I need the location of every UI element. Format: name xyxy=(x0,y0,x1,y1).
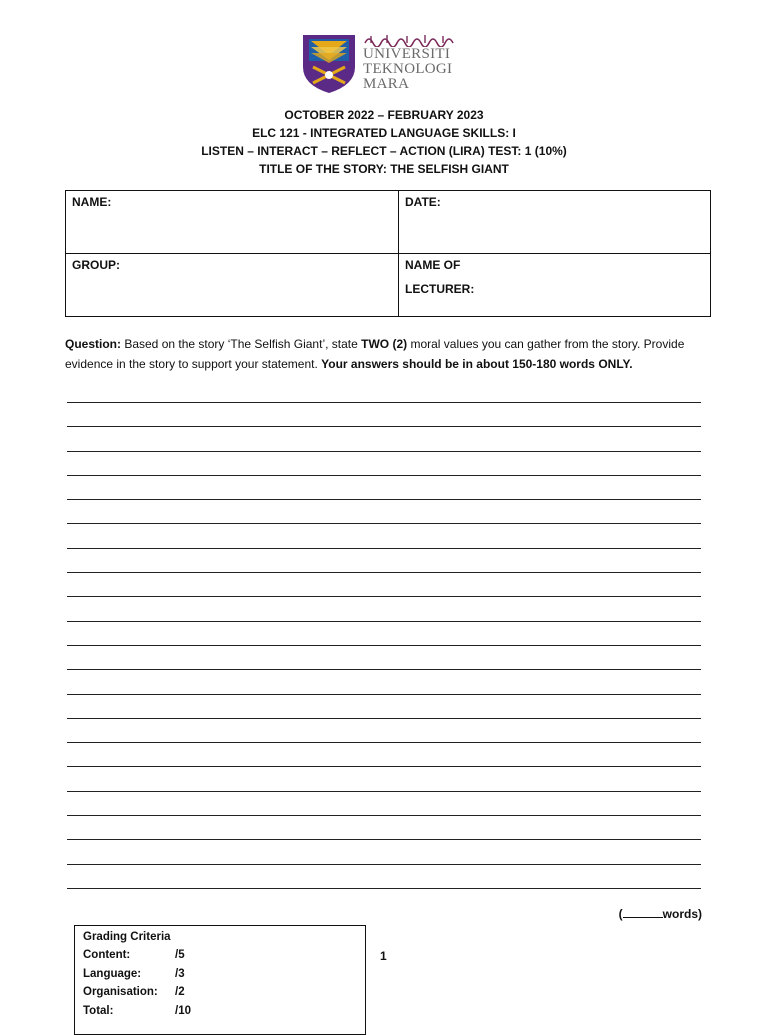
lecturer-label-line-1: NAME OF xyxy=(405,258,461,272)
question-text xyxy=(65,334,715,374)
grading-row xyxy=(83,1002,357,1021)
answer-line[interactable] xyxy=(67,792,701,816)
word-count-blank[interactable] xyxy=(623,906,663,918)
answer-line[interactable] xyxy=(67,816,701,840)
answer-line[interactable] xyxy=(67,695,701,719)
answer-line[interactable] xyxy=(67,597,701,621)
lecturer-field[interactable] xyxy=(399,254,711,317)
word-count-label: words) xyxy=(662,907,702,921)
document-heading xyxy=(0,106,768,178)
grading-title: Grading Criteria xyxy=(83,931,171,943)
question-emphasis-a: TWO (2) xyxy=(361,337,408,351)
answer-line[interactable] xyxy=(67,500,701,524)
heading-course: ELC 121 - INTEGRATED LANGUAGE SKILLS: I xyxy=(252,126,516,140)
grading-row xyxy=(83,983,357,1002)
grading-label: Total: xyxy=(83,1004,114,1017)
name-label: NAME: xyxy=(72,195,112,209)
heading-test: LISTEN – INTERACT – REFLECT – ACTION (LIRA) TEST: 1 (10%) xyxy=(201,144,567,158)
answer-line[interactable] xyxy=(67,476,701,500)
grading-label: Content: xyxy=(83,949,131,961)
answer-line[interactable] xyxy=(67,646,701,670)
name-field[interactable] xyxy=(66,191,399,254)
date-label: DATE: xyxy=(405,195,441,209)
heading-semester: OCTOBER 2022 – FEBRUARY 2023 xyxy=(284,108,484,122)
word-count-open: ( xyxy=(618,907,623,921)
university-name-line-1: UNIVERSITI xyxy=(363,46,451,62)
question-part-b: moral values you can gather from the story. Provide evidence in the story to support your statement. xyxy=(65,337,685,371)
answer-line[interactable] xyxy=(67,549,701,573)
answer-line[interactable] xyxy=(67,670,701,694)
grading-criteria-box xyxy=(74,925,366,1035)
grading-score: /2 xyxy=(175,986,185,998)
answer-line[interactable] xyxy=(67,840,701,864)
question-lead: Question: xyxy=(65,337,121,351)
date-field[interactable] xyxy=(399,191,711,254)
grading-label: Organisation: xyxy=(83,986,158,998)
grading-score: /10 xyxy=(175,1004,191,1017)
university-logo xyxy=(301,33,461,95)
question-emphasis-b: Your answers should be in about 150-180 words ONLY. xyxy=(321,357,633,371)
university-name-line-3: MARA xyxy=(363,76,410,92)
uitm-shield-icon xyxy=(301,33,357,95)
answer-line[interactable] xyxy=(67,743,701,767)
group-label: GROUP: xyxy=(72,258,120,272)
student-info-table xyxy=(65,190,711,317)
answer-line[interactable] xyxy=(67,622,701,646)
page-number: 1 xyxy=(380,949,387,963)
answer-area[interactable] xyxy=(67,402,701,889)
answer-line[interactable] xyxy=(67,719,701,743)
question-part-a: Based on the story ‘The Selfish Giant’, state xyxy=(121,337,362,351)
arabic-logo-text xyxy=(363,33,457,47)
answer-line[interactable] xyxy=(67,427,701,451)
answer-line[interactable] xyxy=(67,524,701,548)
grading-score: /5 xyxy=(175,949,185,961)
heading-story-title: TITLE OF THE STORY: THE SELFISH GIANT xyxy=(259,162,509,176)
answer-line[interactable] xyxy=(67,865,701,889)
answer-line[interactable] xyxy=(67,767,701,791)
word-count-field[interactable] xyxy=(619,906,702,921)
grading-row xyxy=(83,965,357,984)
answer-line[interactable] xyxy=(67,452,701,476)
university-name xyxy=(363,47,452,92)
grading-label: Language: xyxy=(83,967,142,980)
university-name-line-2: TEKNOLOGI xyxy=(363,61,453,77)
answer-line[interactable] xyxy=(67,573,701,597)
group-field[interactable] xyxy=(66,254,399,317)
grading-row xyxy=(83,946,357,965)
answer-line[interactable] xyxy=(67,403,701,427)
grading-score: /3 xyxy=(175,967,185,980)
lecturer-label-line-2: LECTURER: xyxy=(405,282,475,296)
